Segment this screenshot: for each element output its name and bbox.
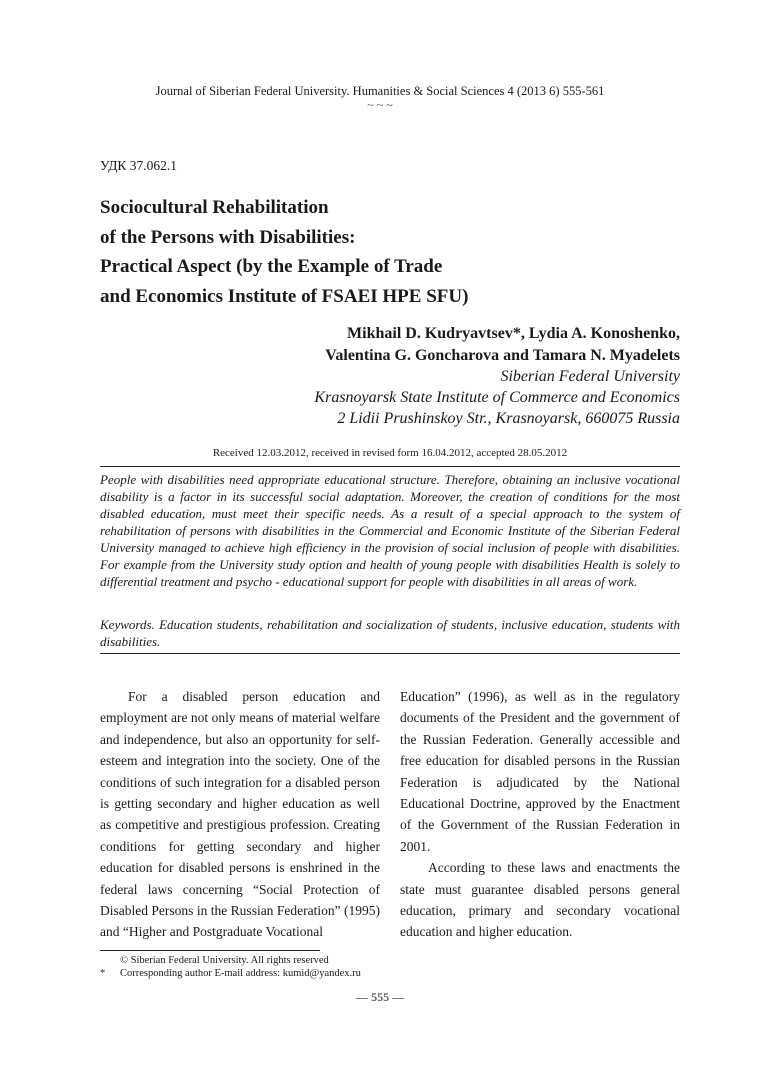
title-line: Practical Aspect (by the Example of Trade: [100, 256, 443, 277]
abstract-bottom-rule: [100, 653, 680, 654]
article-title: [100, 193, 660, 311]
footnote-rule: [100, 950, 320, 951]
corresponding-author-note: * Corresponding author E-mail address: kumid@yandex.ru: [100, 968, 361, 979]
affiliation-line: Siberian Federal University: [500, 368, 680, 385]
authors-line: Mikhail D. Kudryavtsev*, Lydia A. Konoshenko,: [347, 325, 680, 342]
body-column-right: [400, 686, 680, 943]
page-number: — 555 —: [356, 990, 404, 1004]
abstract: People with disabilities need appropriate educational structure. Therefore, obtaining an inclusive vocational disability is a factor in its successful social adaptation. Moreover, the creation of conditions for the most disabled education, must meet their specific needs. As a result of a special approach to the system of rehabilitation of persons with disabilities in the Commercial and Economic Institute of the Siberian Federal University managed to achieve high efficiency in the provision of social inclusion of people with disabilities. For example from the University study option and health of young people with disabilities Health is solely to differential treatment and psycho - educational support for people with disabilities in all areas of work.: [100, 472, 680, 589]
journal-header: Journal of Siberian Federal University. Humanities & Social Sciences 4 (2013 6) 555-561: [155, 84, 605, 98]
authors-line: Valentina G. Goncharova and Tamara N. Myadelets: [325, 347, 680, 364]
body-paragraph: Education” (1996), as well as in the regulatory documents of the President and the government of the Russian Federation. Generally accessible and free education for disabled persons in the Russian Federation is adjudicated by the National Educational Doctrine, approved by the Enactment of the Government of the Russian Federation in 2001.: [400, 689, 680, 854]
authors: [325, 323, 680, 367]
title-line: Sociocultural Rehabilitation: [100, 197, 329, 218]
udk-code: УДК 37.062.1: [100, 158, 178, 173]
keywords: Keywords. Education students, rehabilitation and socialization of students, inclusive education, students with disabilities.: [100, 617, 680, 649]
body-column-left: [100, 686, 380, 943]
body-paragraph: For a disabled person education and employment are not only means of material welfare and independence, but also an opportunity for self-esteem and integration into the society. One of the conditions of such integration for a disabled person is getting secondary and higher education as well as competitive and prestigious profession. Creating conditions for getting secondary and higher education for disabled persons is enshrined in the federal laws concerning “Social Protection of Disabled Persons in the Russian Federation” (1995) and “Higher and Postgraduate Vocational: [100, 689, 380, 940]
title-line: and Economics Institute of FSAEI HPE SFU): [100, 285, 469, 307]
copyright-note: © Siberian Federal University. All rights reserved: [120, 955, 329, 966]
footnotes: [100, 954, 361, 980]
received-dates: Received 12.03.2012, received in revised form 16.04.2012, accepted 28.05.2012: [212, 447, 568, 459]
abstract-top-rule: [100, 466, 680, 467]
affiliation-line: Krasnoyarsk State Institute of Commerce and Economics: [314, 389, 680, 406]
affiliation: [314, 366, 680, 429]
title-line: of the Persons with Disabilities:: [100, 226, 356, 248]
header-ornament: ~ ~ ~: [367, 98, 393, 112]
body-paragraph: According to these laws and enactments the state must guarantee disabled persons general education, primary and secondary vocational education and higher education.: [400, 860, 680, 940]
affiliation-line: 2 Lidii Prushinskoy Str., Krasnoyarsk, 660075 Russia: [337, 410, 680, 427]
